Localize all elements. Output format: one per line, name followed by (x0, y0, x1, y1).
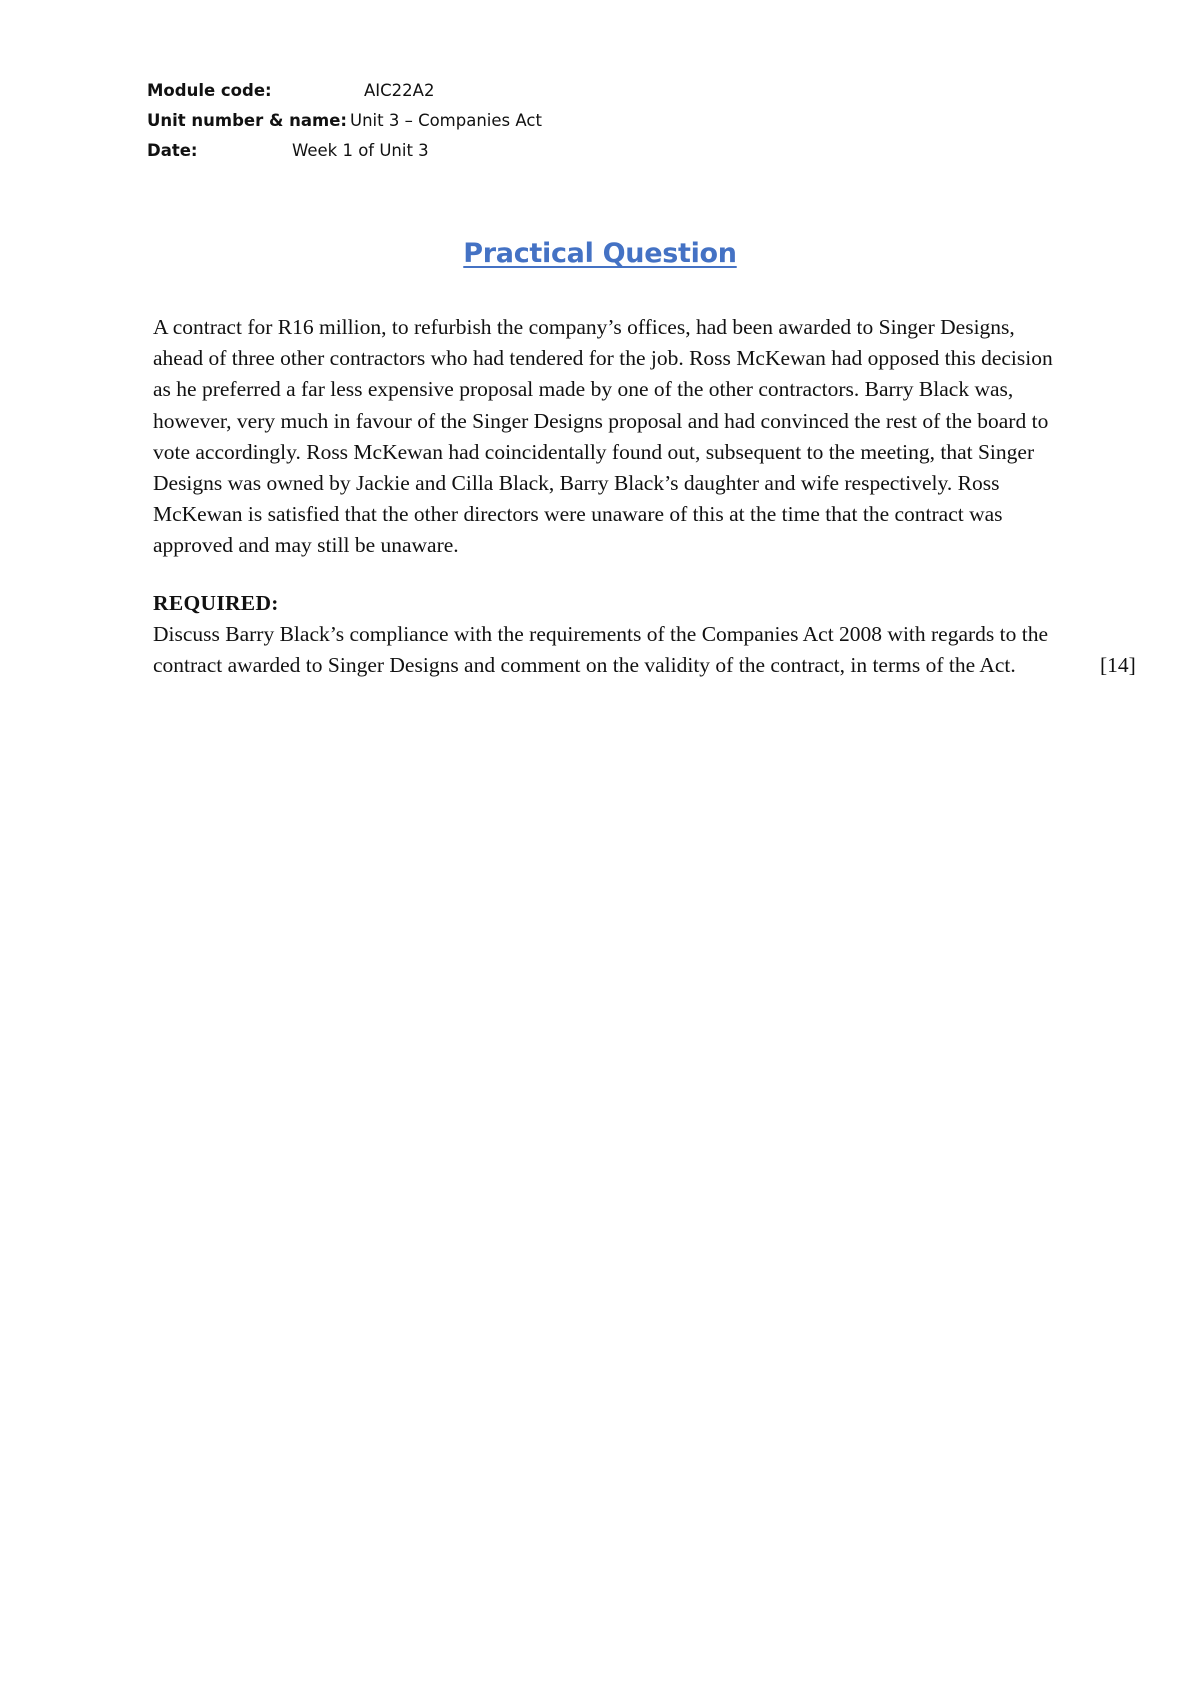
module-code-value: AIC22A2 (364, 81, 435, 100)
required-block (153, 619, 1136, 681)
date-label: Date: (147, 141, 198, 160)
module-code-label: Module code: (147, 81, 272, 100)
marks-allocation: [14] (1100, 653, 1136, 678)
unit-row (147, 106, 542, 136)
question-paragraph: A contract for R16 million, to refurbish the company’s offices, had been awarded to Singer Designs, ahead of three other contractors who had tendered for the job. Ross McKewan had opposed this decision as he preferred a far less expensive proposal made by one of the other contractors. Barry Black was, however, very much in favour of the Singer Designs proposal and had convinced the rest of the board to vote accordingly. Ross McKewan had coincidentally found out, subsequent to the meeting, that Singer Designs was owned by Jackie and Cilla Black, Barry Black’s daughter and wife respectively. Ross McKewan is satisfied that the other directors were unaware of this at the time that the contract was approved and may still be unaware. (153, 315, 1053, 558)
question-body (153, 312, 1136, 681)
unit-label: Unit number & name: (147, 111, 347, 130)
date-value: Week 1 of Unit 3 (292, 141, 429, 160)
unit-value: Unit 3 – Companies Act (350, 111, 542, 130)
module-code-row (147, 76, 435, 106)
document-header (147, 76, 542, 166)
page-title: Practical Question (463, 238, 737, 269)
date-row (147, 136, 429, 166)
required-text: Discuss Barry Black’s compliance with the requirements of the Companies Act 2008 with regards to the contract awarded to Singer Designs and comment on the validity of the contract, in terms of the Act. (153, 621, 1049, 678)
required-heading: REQUIRED: (153, 590, 279, 615)
